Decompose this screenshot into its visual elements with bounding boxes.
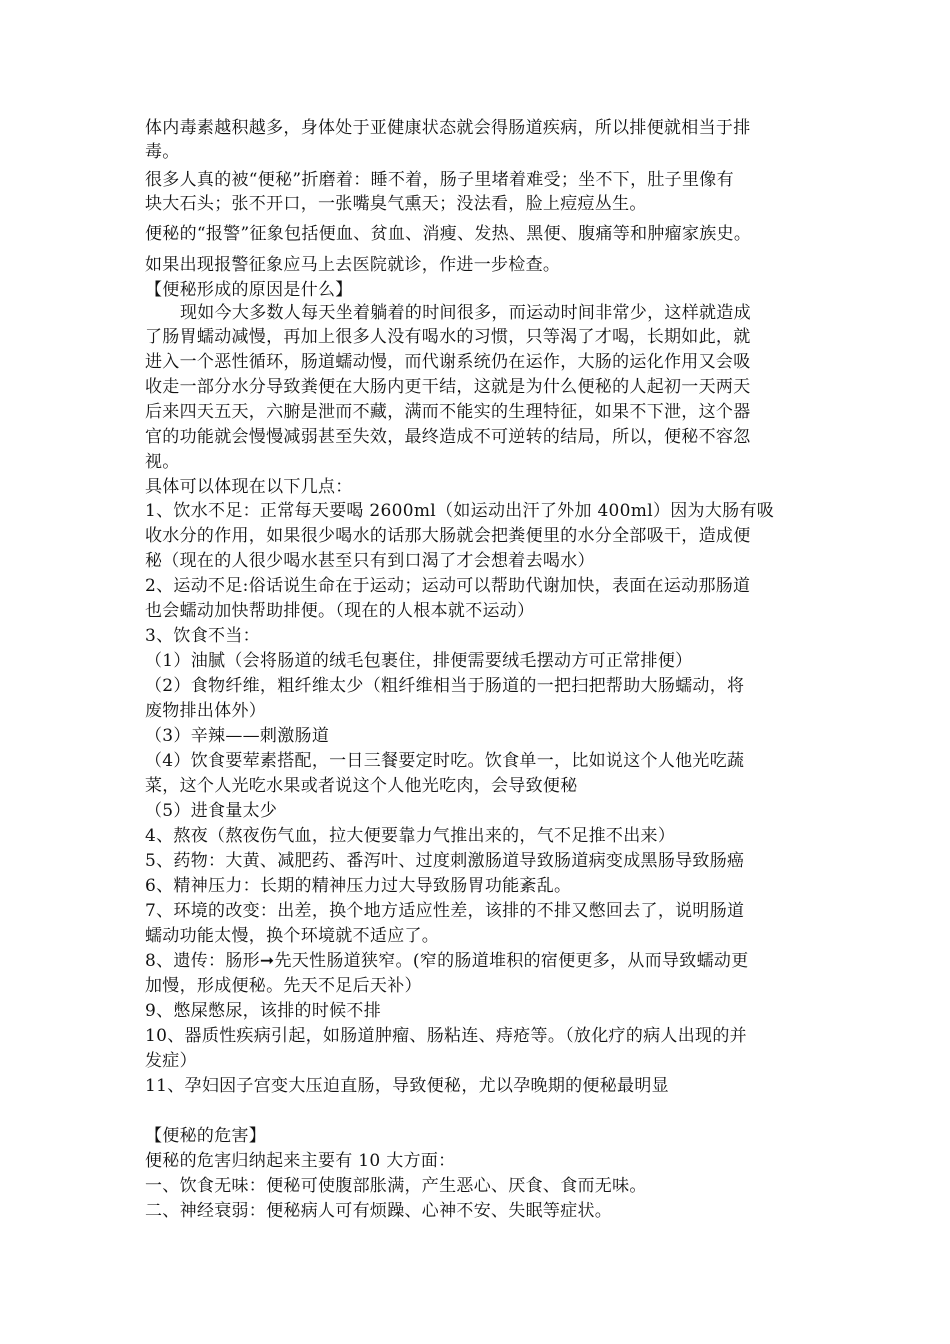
list-item: 二、神经衰弱：便秘病人可有烦躁、心神不安、失眠等症状。 (145, 1201, 613, 1221)
text-line: 蠕动功能太慢，换个环境就不适应了。 (145, 926, 440, 946)
text-line: 收水分的作用，如果很少喝水的话那大肠就会把粪便里的水分全部吸干，造成便 (145, 526, 751, 546)
list-item: 8、遗传：肠形➞先天性肠道狭窄。(窄的肠道堆积的宿便更多，从而导致蠕动更 (145, 951, 749, 971)
list-item: 3、饮食不当： (145, 626, 260, 646)
section-heading: 【便秘的危害】 (145, 1126, 267, 1146)
text-line: 收走一部分水分导致粪便在大肠内更干结，这就是为什么便秘的人起初一天两天 (145, 377, 751, 397)
list-item: 2、运动不足:俗话说生命在于运动；运动可以帮助代谢加快，表面在运动那肠道 (145, 576, 751, 596)
sub-list-item: （4）饮食要荤素搭配，一日三餐要定时吃。饮食单一，比如说这个人他光吃蔬 (145, 751, 745, 771)
text-line: 了肠胃蠕动减慢，再加上很多人没有喝水的习惯，只等渴了才喝，长期如此，就 (145, 327, 751, 347)
text-line: 视。 (145, 452, 180, 472)
list-item: 5、药物：大黄、减肥药、番泻叶、过度刺激肠道导致肠道病变成黑肠导致肠癌 (145, 851, 745, 871)
text-line: 加慢，形成便秘。先天不足后天补） (145, 976, 422, 996)
list-item: 1、饮水不足：正常每天要喝 2600ml（如运动出汗了外加 400ml）因为大肠有吸 (145, 501, 775, 521)
text-line: 也会蠕动加快帮助排便。（现在的人根本就不运动） (145, 601, 535, 621)
text-line: 如果出现报警征象应马上去医院就诊，作进一步检查。 (145, 255, 561, 275)
text-line: 菜，这个人光吃水果或者说这个人他光吃肉，会导致便秘 (145, 776, 578, 796)
list-item: 10、器质性疾病引起，如肠道肿瘤、肠粘连、痔疮等。（放化疗的病人出现的并 (145, 1026, 747, 1046)
text-line: 毒。 (145, 142, 180, 162)
paragraph-first-line: 现如今大多数人每天坐着躺着的时间很多，而运动时间非常少，这样就造成 (180, 303, 751, 323)
sub-list-item: （1）油腻（会将肠道的绒毛包裹住，排便需要绒毛摆动方可正常排便） (145, 651, 693, 671)
text-line: 官的功能就会慢慢减弱甚至失效，最终造成不可逆转的结局，所以，便秘不容忽 (145, 427, 751, 447)
text-line: 废物排出体外） (145, 701, 267, 721)
text-line: 后来四天五天，六腑是泄而不藏，满而不能实的生理特征，如果不下泄，这个器 (145, 402, 751, 422)
list-item: 4、熬夜（熬夜伤气血，拉大便要靠力气推出来的，气不足推不出来） (145, 826, 676, 846)
sub-list-item: （2）食物纤维，粗纤维太少（粗纤维相当于肠道的一把扫把帮助大肠蠕动，将 (145, 676, 745, 696)
text-line: 便秘的“报警”征象包括便血、贫血、消瘦、发热、黑便、腹痛等和肿瘤家族史。 (145, 224, 752, 244)
sub-list-item: （5）进食量太少 (145, 801, 278, 821)
list-item: 7、环境的改变：出差，换个地方适应性差，该排的不排又憋回去了，说明肠道 (145, 901, 745, 921)
text-line: 进入一个恶性循环，肠道蠕动慢，而代谢系统仍在运作，大肠的运化作用又会吸 (145, 352, 751, 372)
text-line: 具体可以体现在以下几点： (145, 477, 353, 497)
sub-list-item: （3）辛辣——刺激肠道 (145, 726, 330, 746)
text-line: 便秘的危害归纳起来主要有 10 大方面： (145, 1151, 456, 1171)
list-item: 9、憋屎憋尿，该排的时候不排 (145, 1001, 382, 1021)
text-line: 很多人真的被“便秘”折磨着：睡不着，肠子里堵着难受；坐不下，肚子里像有 (145, 170, 734, 190)
text-line: 发症） (145, 1051, 197, 1071)
text-line: 秘（现在的人很少喝水甚至只有到口渴了才会想着去喝水） (145, 551, 595, 571)
list-item: 6、精神压力：长期的精神压力过大导致肠胃功能紊乱。 (145, 876, 572, 896)
text-line: 块大石头；张不开口，一张嘴臭气熏天；没法看，脸上痘痘丛生。 (145, 194, 647, 214)
list-item: 一、饮食无味：便秘可使腹部胀满，产生恶心、厌食、食而无味。 (145, 1176, 647, 1196)
list-item: 11、孕妇因子宫变大压迫直肠，导致便秘，尤以孕晚期的便秘最明显 (145, 1076, 669, 1096)
section-heading: 【便秘形成的原因是什么】 (145, 280, 353, 300)
text-line: 体内毒素越积越多，身体处于亚健康状态就会得肠道疾病，所以排便就相当于排 (145, 118, 751, 138)
